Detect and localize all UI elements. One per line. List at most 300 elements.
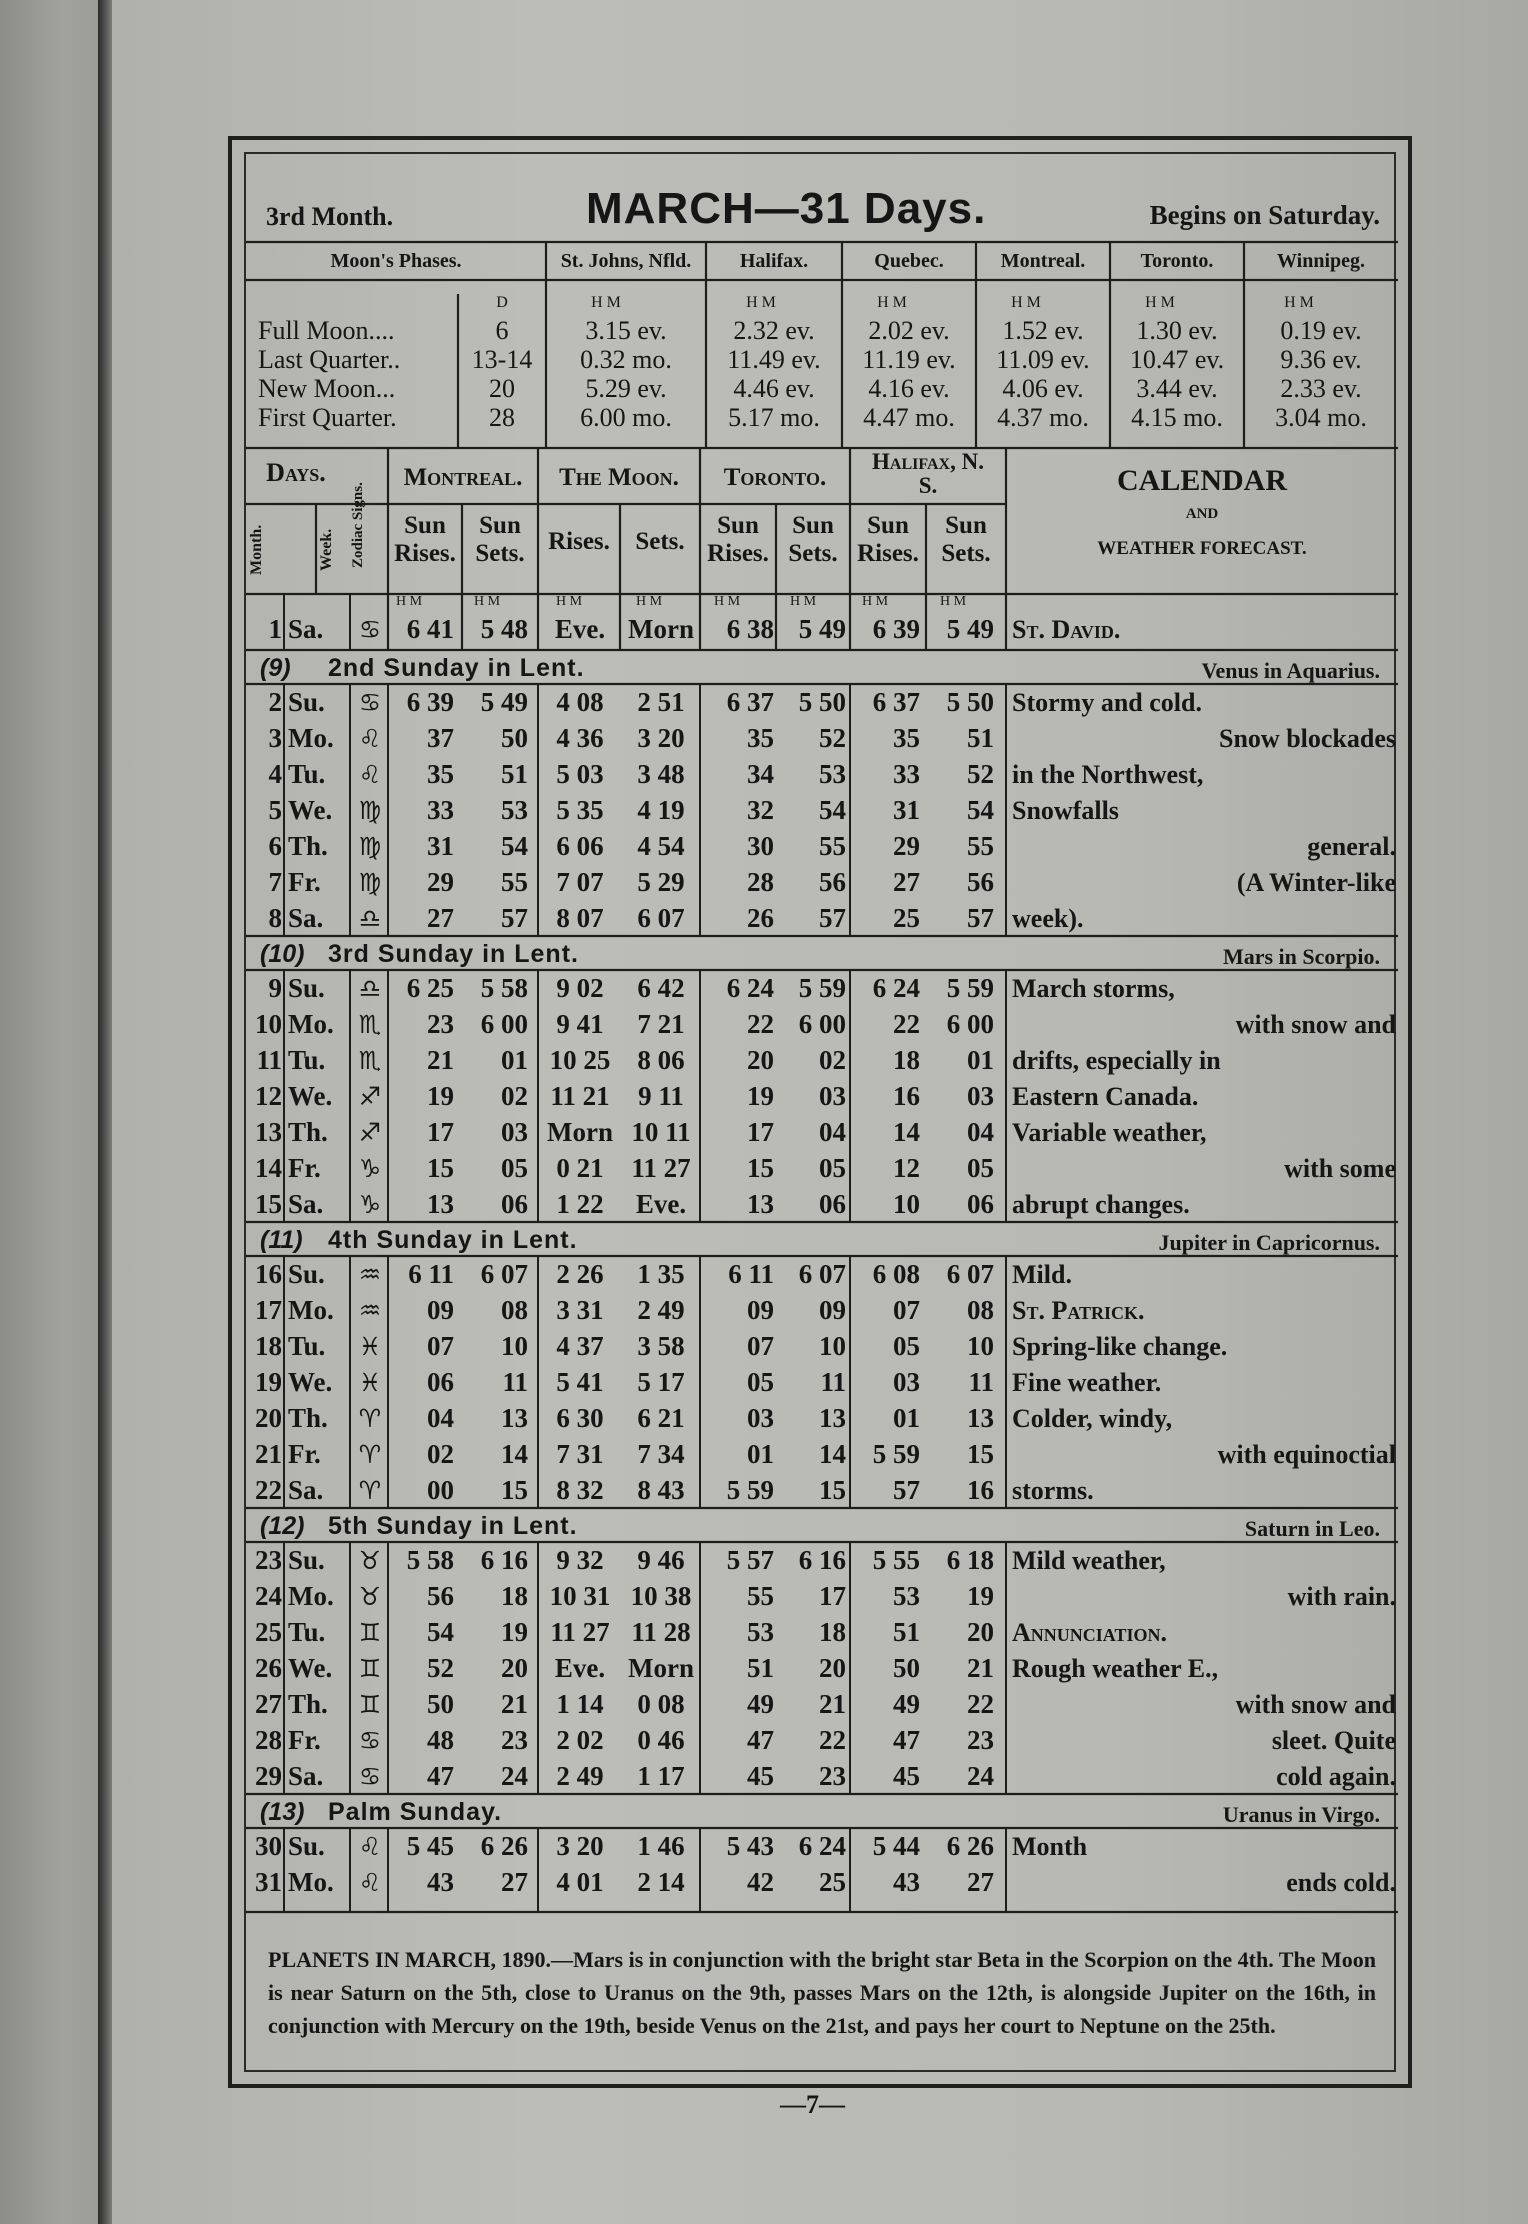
day-row xyxy=(246,722,1398,755)
toronto-sunrise: 28 xyxy=(747,867,774,897)
halifax-sunrise: 12 xyxy=(893,1153,920,1183)
and-label: AND xyxy=(1185,506,1219,522)
moon-rises: 1 14 xyxy=(556,1689,604,1719)
halifax-sunset: 21 xyxy=(967,1653,994,1683)
planet-position-note: Saturn in Leo. xyxy=(1244,1516,1380,1541)
zodiac-sign-icon: ♑ xyxy=(358,1190,382,1219)
moon-rises: Eve. xyxy=(554,1653,606,1683)
moon-rises: 5 03 xyxy=(556,759,604,789)
forecast-text: with snow and xyxy=(1235,1690,1396,1719)
montreal-sunrise: 06 xyxy=(427,1367,454,1397)
halifax-sunrise: 35 xyxy=(893,723,920,753)
montreal-sunset: 50 xyxy=(501,723,528,753)
toronto-sunrise: 34 xyxy=(747,759,774,789)
day-of-month: 17 xyxy=(255,1295,282,1325)
day-of-week: Tu. xyxy=(288,1617,326,1647)
day-of-week: We. xyxy=(288,1367,333,1397)
day-row xyxy=(246,866,1398,899)
toronto-sunset: 56 xyxy=(819,867,846,897)
toronto-sunrise: 01 xyxy=(747,1439,774,1469)
hm-label-row xyxy=(246,594,1398,612)
toronto-sunset: 54 xyxy=(819,795,846,825)
day-of-week: Sa. xyxy=(288,1475,324,1505)
toronto-sunrise: 6 37 xyxy=(726,687,774,717)
day-of-month: 14 xyxy=(255,1153,282,1183)
moon-rises: 5 41 xyxy=(556,1367,604,1397)
moon-rises: 10 25 xyxy=(549,1045,611,1075)
halifax-sunrise: 5 44 xyxy=(872,1831,920,1861)
toronto-sunrise: 6 11 xyxy=(728,1259,774,1289)
day-of-month: 4 xyxy=(268,759,282,789)
phase-day: 6 xyxy=(495,316,509,345)
hm-unit-label: H M xyxy=(877,294,907,311)
toronto-sunrise: 32 xyxy=(747,795,774,825)
montreal-sunrise: 6 39 xyxy=(406,687,454,717)
hm-unit-label: H M xyxy=(591,294,621,311)
place-winnipeg: Winnipeg. xyxy=(1277,250,1365,272)
moon-rises: 1 22 xyxy=(556,1189,604,1219)
toronto-sunrise: 51 xyxy=(747,1653,774,1683)
montreal-sunset: 24 xyxy=(501,1761,528,1791)
montreal-sunset: 6 00 xyxy=(480,1009,528,1039)
zodiac-sign-icon: ♎ xyxy=(358,974,382,1003)
toronto-sunset: 53 xyxy=(819,759,846,789)
day-of-week: Mo. xyxy=(288,1581,334,1611)
forecast-text: Spring-like change. xyxy=(1012,1332,1228,1361)
forecast-text: ends cold. xyxy=(1286,1868,1396,1897)
montreal-sunrise: 6 41 xyxy=(406,614,454,644)
phase-times-st-johns xyxy=(546,316,706,432)
adjacent-page-edge xyxy=(0,0,110,2224)
day-of-week: We. xyxy=(288,795,333,825)
day-of-month: 28 xyxy=(255,1725,282,1755)
moon-rises: 10 31 xyxy=(549,1581,611,1611)
toronto-sunrise: 07 xyxy=(747,1331,774,1361)
montreal-header: Montreal. xyxy=(403,464,523,491)
phase-time: 2.33 ev. xyxy=(1280,374,1362,403)
phase-name: New Moon... xyxy=(258,374,396,403)
toronto-sunrise: 5 43 xyxy=(726,1831,774,1861)
zodiac-sign-icon: ♐ xyxy=(358,1118,382,1147)
page-number: —7— xyxy=(780,2090,845,2119)
day-of-month: 23 xyxy=(255,1545,282,1575)
moon-rises: 4 37 xyxy=(556,1331,604,1361)
day-row xyxy=(246,830,1398,863)
halifax-sunset: 27 xyxy=(967,1867,994,1897)
toronto-sunset: 6 24 xyxy=(798,1831,846,1861)
begins-on: Begins on Saturday. xyxy=(1149,200,1380,230)
halifax-sunset: 16 xyxy=(967,1475,994,1505)
toronto-sunrise: 6 38 xyxy=(726,614,774,644)
phase-time: 0.19 ev. xyxy=(1280,316,1362,345)
montreal-sunset: 54 xyxy=(501,831,528,861)
halifax-sunrise: 6 24 xyxy=(872,973,920,1003)
hm-unit-label: H M xyxy=(1011,294,1041,311)
toronto-sunrise: 09 xyxy=(747,1295,774,1325)
zodiac-sign-icon: ♋ xyxy=(358,615,382,644)
planets-note-lead: PLANETS IN MARCH, 1890.— xyxy=(268,1947,573,1972)
moon-sets: 2 49 xyxy=(637,1295,685,1325)
moon-sets: 11 27 xyxy=(631,1153,691,1183)
day-of-month: 30 xyxy=(255,1831,282,1861)
halifax-sunrise: 05 xyxy=(893,1331,920,1361)
moon-rises: 11 27 xyxy=(550,1617,610,1647)
phase-time: 4.16 ev. xyxy=(868,374,950,403)
halifax-sunrise: 01 xyxy=(893,1403,920,1433)
toronto-sunrise: 13 xyxy=(747,1189,774,1219)
day-of-month: 27 xyxy=(255,1689,282,1719)
moon-rises: 9 41 xyxy=(556,1009,604,1039)
phase-times-toronto xyxy=(1110,316,1244,432)
zodiac-sign-icon: ♊ xyxy=(358,1618,382,1647)
day-of-month: 6 xyxy=(268,831,282,861)
montreal-sunrise: 35 xyxy=(427,759,454,789)
toronto-sunset: 03 xyxy=(819,1081,846,1111)
forecast-text: Mild. xyxy=(1012,1260,1072,1289)
forecast-text: Month xyxy=(1012,1832,1088,1861)
forecast-text: Stormy and cold. xyxy=(1012,688,1202,717)
montreal-sunrise: 07 xyxy=(427,1331,454,1361)
montreal-sunset: 08 xyxy=(501,1295,528,1325)
day-of-week: Fr. xyxy=(288,1725,321,1755)
phase-day: 28 xyxy=(489,403,515,432)
toronto-sunset: 04 xyxy=(819,1117,846,1147)
moon-rises: Rises. xyxy=(548,528,610,555)
montreal-sunrise: 6 25 xyxy=(406,973,454,1003)
toronto-sunset: 52 xyxy=(819,723,846,753)
montreal-sunrise: 5 45 xyxy=(406,1831,454,1861)
day-of-month: 13 xyxy=(255,1117,282,1147)
halifax-sunset: 13 xyxy=(967,1403,994,1433)
moon-sets: 1 35 xyxy=(637,1259,685,1289)
moon-sets: 2 51 xyxy=(637,687,685,717)
sunday-title: 4th Sunday in Lent. xyxy=(328,1226,578,1254)
moon-rises: 2 49 xyxy=(556,1761,604,1791)
halifax-sunset: 54 xyxy=(967,795,994,825)
day-row xyxy=(246,686,1398,719)
phase-names xyxy=(258,316,458,432)
moon-sets: 0 08 xyxy=(637,1689,685,1719)
phase-time: 11.09 ev. xyxy=(996,345,1090,374)
forecast-text: storms. xyxy=(1012,1476,1094,1505)
zodiac-sign-icon: ♈ xyxy=(358,1404,382,1433)
moon-rises: 3 20 xyxy=(556,1831,604,1861)
toronto-sunset: 23 xyxy=(819,1761,846,1791)
zodiac-sign-icon: ♓ xyxy=(358,1332,382,1361)
forecast-text: Eastern Canada. xyxy=(1012,1082,1199,1111)
page-title: MARCH—31 Days. xyxy=(586,184,987,233)
day-of-week: Sa. xyxy=(288,614,324,644)
day-of-month: 21 xyxy=(255,1439,282,1469)
montreal-sunset: 51 xyxy=(501,759,528,789)
toronto-sunset: 11 xyxy=(820,1367,846,1397)
toronto-header: Toronto. xyxy=(723,464,827,491)
moon-rises: 4 01 xyxy=(556,1867,604,1897)
toronto-sunrise: 17 xyxy=(747,1117,774,1147)
phase-time: 5.17 mo. xyxy=(728,403,820,432)
phase-day: 20 xyxy=(489,374,515,403)
toronto-sunset: 6 00 xyxy=(798,1009,846,1039)
day-of-month: 12 xyxy=(255,1081,282,1111)
halifax-sunrise: 5 55 xyxy=(872,1545,920,1575)
moon-rises: Eve. xyxy=(554,614,606,644)
toronto-sunset: 02 xyxy=(819,1045,846,1075)
day-row xyxy=(246,1402,1398,1435)
montreal-sunset: 27 xyxy=(501,1867,528,1897)
day-row xyxy=(246,1724,1398,1757)
zodiac-sign-icon: ♏ xyxy=(358,1046,382,1075)
moon-rises: 2 26 xyxy=(556,1259,604,1289)
forecast-text: St. David. xyxy=(1012,615,1121,644)
forecast-text: drifts, especially in xyxy=(1012,1046,1221,1075)
place-halifax: Halifax. xyxy=(739,250,809,272)
day-of-month: 18 xyxy=(255,1331,282,1361)
zodiac-sign-icon: ♒ xyxy=(358,1260,382,1289)
day-unit-label: D xyxy=(496,294,508,311)
montreal-sunrise: 04 xyxy=(427,1403,454,1433)
halifax-sun-rises: Sun Rises. xyxy=(857,512,919,567)
day-of-month: 2 xyxy=(268,687,282,717)
halifax-sunrise: 16 xyxy=(893,1081,920,1111)
days-header: Days. xyxy=(266,458,326,487)
toronto-sun-sets: Sun Sets. xyxy=(788,512,838,567)
toronto-sunrise: 15 xyxy=(747,1153,774,1183)
halifax-sunrise: 43 xyxy=(893,1867,920,1897)
moon-phases-heading: Moon's Phases. xyxy=(330,250,462,272)
book-binding xyxy=(98,0,112,2224)
toronto-sunset: 5 50 xyxy=(798,687,846,717)
halifax-sunset: 10 xyxy=(967,1331,994,1361)
day-row xyxy=(246,1544,1398,1577)
sunday-title: 5th Sunday in Lent. xyxy=(328,1512,578,1540)
hm-label: H M xyxy=(940,594,967,609)
zodiac-sign-icon: ♒ xyxy=(358,1296,382,1325)
forecast-text: Mild weather, xyxy=(1012,1546,1166,1575)
planet-position-note: Uranus in Virgo. xyxy=(1222,1802,1380,1827)
montreal-sunset: 14 xyxy=(501,1439,528,1469)
moon-rises: 9 32 xyxy=(556,1545,604,1575)
day-row xyxy=(246,1866,1398,1899)
day-of-week: Sa. xyxy=(288,903,324,933)
montreal-sunset: 21 xyxy=(501,1689,528,1719)
toronto-sunset: 14 xyxy=(819,1439,846,1469)
day-row xyxy=(246,1616,1398,1649)
sunday-number: (9) xyxy=(260,654,291,682)
zodiac-sign-icon: ♏ xyxy=(358,1010,382,1039)
montreal-sun-rises: Sun Rises. xyxy=(394,512,456,567)
day-row xyxy=(246,1830,1398,1863)
day-row xyxy=(246,1258,1398,1291)
day-of-week: Su. xyxy=(288,1545,325,1575)
calendar-header: CALENDAR xyxy=(1116,464,1287,497)
phase-time: 2.02 ev. xyxy=(868,316,950,345)
halifax-sunset: 57 xyxy=(967,903,994,933)
moon-rises: 9 02 xyxy=(556,973,604,1003)
day-row xyxy=(246,613,1398,646)
toronto-sunrise: 45 xyxy=(747,1761,774,1791)
halifax-sunset: 24 xyxy=(967,1761,994,1791)
halifax-sunrise: 53 xyxy=(893,1581,920,1611)
day-of-week: We. xyxy=(288,1081,333,1111)
zodiac-sign-icon: ♋ xyxy=(358,1726,382,1755)
halifax-sunrise: 6 39 xyxy=(872,614,920,644)
moon-sets: 8 06 xyxy=(637,1045,685,1075)
moon-sets: 9 46 xyxy=(637,1545,685,1575)
day-of-week: Sa. xyxy=(288,1761,324,1791)
montreal-sunset: 15 xyxy=(501,1475,528,1505)
forecast-text: Annunciation. xyxy=(1012,1618,1167,1647)
halifax-sunset: 11 xyxy=(968,1367,994,1397)
phase-name: First Quarter. xyxy=(258,403,397,432)
toronto-sunrise: 19 xyxy=(747,1081,774,1111)
montreal-sunset: 06 xyxy=(501,1189,528,1219)
day-of-week: We. xyxy=(288,1653,333,1683)
moon-sets: 5 29 xyxy=(637,867,685,897)
toronto-sunset: 09 xyxy=(819,1295,846,1325)
phase-times-halifax xyxy=(706,316,842,432)
montreal-sunset: 10 xyxy=(501,1331,528,1361)
moon-sets: 1 17 xyxy=(637,1761,685,1791)
day-of-week: Su. xyxy=(288,687,325,717)
toronto-sunset: 5 49 xyxy=(798,614,846,644)
halifax-sunrise: 6 08 xyxy=(872,1259,920,1289)
halifax-sun-sets: Sun Sets. xyxy=(941,512,991,567)
day-of-week: Fr. xyxy=(288,1439,321,1469)
moon-sets: Eve. xyxy=(635,1189,687,1219)
montreal-sunrise: 21 xyxy=(427,1045,454,1075)
phase-time: 2.32 ev. xyxy=(733,316,815,345)
forecast-text: with some xyxy=(1284,1154,1396,1183)
moon-rises: 3 31 xyxy=(556,1295,604,1325)
sunday-number: (13) xyxy=(260,1798,305,1826)
day-of-week: Fr. xyxy=(288,1153,321,1183)
moon-rises: 8 07 xyxy=(556,903,604,933)
halifax-sunset: 08 xyxy=(967,1295,994,1325)
halifax-sunset: 56 xyxy=(967,867,994,897)
moon-rises: Morn xyxy=(547,1117,613,1147)
day-row xyxy=(246,1188,1398,1221)
toronto-sunset: 10 xyxy=(819,1331,846,1361)
phase-time: 1.30 ev. xyxy=(1136,316,1218,345)
toronto-sunset: 5 59 xyxy=(798,973,846,1003)
day-of-week: Tu. xyxy=(288,1331,326,1361)
moon-rises: 4 36 xyxy=(556,723,604,753)
montreal-sunrise: 33 xyxy=(427,795,454,825)
halifax-sunset: 6 26 xyxy=(946,1831,994,1861)
montreal-sunrise: 54 xyxy=(427,1617,454,1647)
montreal-sunrise: 19 xyxy=(427,1081,454,1111)
toronto-sunset: 17 xyxy=(819,1581,846,1611)
day-of-month: 20 xyxy=(255,1403,282,1433)
halifax-sunset: 19 xyxy=(967,1581,994,1611)
day-of-month: 8 xyxy=(268,903,282,933)
montreal-sunrise: 13 xyxy=(427,1189,454,1219)
phase-time: 1.52 ev. xyxy=(1002,316,1084,345)
day-of-week: Mo. xyxy=(288,1867,334,1897)
day-row xyxy=(246,972,1398,1005)
phase-days xyxy=(458,316,546,432)
halifax-sunrise: 31 xyxy=(893,795,920,825)
sunday-title: Palm Sunday. xyxy=(328,1798,503,1826)
halifax-sunrise: 5 59 xyxy=(872,1439,920,1469)
phase-time: 4.06 ev. xyxy=(1002,374,1084,403)
toronto-sunset: 18 xyxy=(819,1617,846,1647)
moon-sets: 6 42 xyxy=(637,973,685,1003)
moon-rises: 0 21 xyxy=(556,1153,604,1183)
hm-label: H M xyxy=(790,594,817,609)
phase-time: 4.15 mo. xyxy=(1131,403,1223,432)
sunday-number: (11) xyxy=(260,1226,303,1254)
day-of-month: 10 xyxy=(255,1009,282,1039)
montreal-sunset: 53 xyxy=(501,795,528,825)
day-of-week: Tu. xyxy=(288,1045,326,1075)
phase-time: 3.15 ev. xyxy=(585,316,667,345)
day-row xyxy=(246,1688,1398,1721)
toronto-sunrise: 55 xyxy=(747,1581,774,1611)
halifax-sunrise: 25 xyxy=(893,903,920,933)
halifax-sunset: 52 xyxy=(967,759,994,789)
halifax-sunset: 03 xyxy=(967,1081,994,1111)
day-of-week: Su. xyxy=(288,1259,325,1289)
montreal-sunset: 57 xyxy=(501,903,528,933)
day-of-month: 11 xyxy=(256,1045,282,1075)
moon-sets: Morn xyxy=(628,614,694,644)
halifax-sunrise: 47 xyxy=(893,1725,920,1755)
zodiac-sign-icon: ♓ xyxy=(358,1368,382,1397)
forecast-text: (A Winter-like xyxy=(1236,868,1396,897)
moon-sets: 2 14 xyxy=(637,1867,685,1897)
halifax-sunset: 5 50 xyxy=(946,687,994,717)
toronto-sun-rises: Sun Rises. xyxy=(707,512,769,567)
phase-time: 3.44 ev. xyxy=(1136,374,1218,403)
halifax-sunset: 6 00 xyxy=(946,1009,994,1039)
moon-rises: 8 32 xyxy=(556,1475,604,1505)
moon-sets: 3 58 xyxy=(637,1331,685,1361)
phase-times-quebec xyxy=(842,316,976,432)
montreal-sunrise: 47 xyxy=(427,1761,454,1791)
zodiac-sign-icon: ♎ xyxy=(358,904,382,933)
place-toronto: Toronto. xyxy=(1140,250,1214,272)
moon-rises: 7 31 xyxy=(556,1439,604,1469)
montreal-sunrise: 6 11 xyxy=(408,1259,454,1289)
phase-time: 4.46 ev. xyxy=(733,374,815,403)
montreal-sunset: 03 xyxy=(501,1117,528,1147)
halifax-header: Halifax, N. S. xyxy=(872,449,984,498)
planet-position-note: Mars in Scorpio. xyxy=(1222,944,1380,969)
montreal-sunset: 23 xyxy=(501,1725,528,1755)
day-row xyxy=(246,902,1398,935)
halifax-sunset: 05 xyxy=(967,1153,994,1183)
zodiac-sign-icon: ♉ xyxy=(358,1546,382,1575)
toronto-sunrise: 47 xyxy=(747,1725,774,1755)
toronto-sunset: 20 xyxy=(819,1653,846,1683)
forecast-text: Snow blockades xyxy=(1219,724,1396,753)
hm-unit-label: H M xyxy=(1145,294,1175,311)
day-of-month: 26 xyxy=(255,1653,282,1683)
moon-rises: 5 35 xyxy=(556,795,604,825)
toronto-sunset: 15 xyxy=(819,1475,846,1505)
toronto-sunrise: 22 xyxy=(747,1009,774,1039)
forecast-text: Variable weather, xyxy=(1012,1118,1207,1147)
halifax-sunset: 55 xyxy=(967,831,994,861)
halifax-sunrise: 10 xyxy=(893,1189,920,1219)
day-row xyxy=(246,1294,1398,1327)
zodiac-sign-icon: ♍ xyxy=(358,832,382,861)
halifax-sunrise: 27 xyxy=(893,867,920,897)
montreal-sunset: 01 xyxy=(501,1045,528,1075)
moon-sets: 5 17 xyxy=(637,1367,685,1397)
montreal-sunrise: 52 xyxy=(427,1653,454,1683)
